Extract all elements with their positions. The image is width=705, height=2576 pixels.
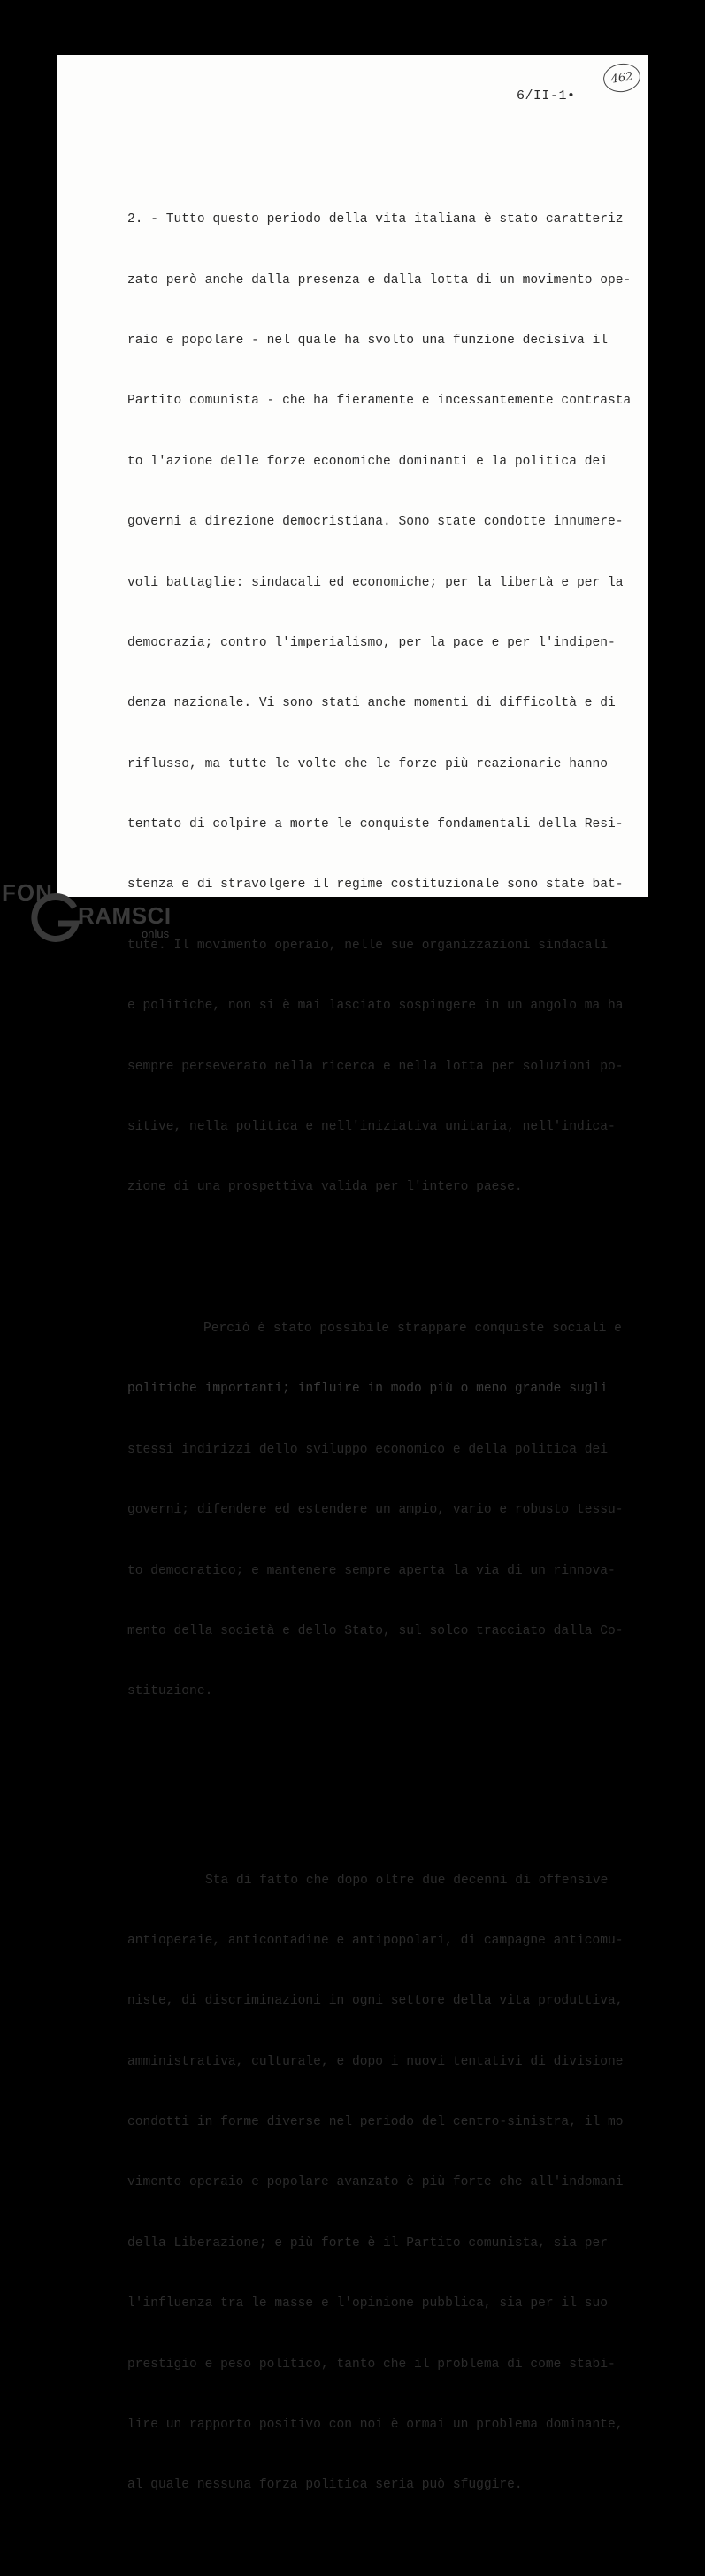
text-line: governi a direzione democristiana. Sono state condotte innumere-	[127, 515, 624, 530]
text-line: sempre perseverato nella ricerca e nella lotta per soluzioni po-	[127, 1059, 624, 1074]
text-line: raio e popolare - nel quale ha svolto una funzione decisiva il	[127, 333, 608, 348]
text-line: voli battaglie: sindacali ed economiche; per la libertà e per la	[127, 575, 624, 590]
fondazione-gramsci-watermark	[0, 876, 212, 955]
paragraph-3	[127, 1830, 623, 2536]
text-line: della Liberazione; e più forte è il Partito comunista, sia per	[127, 2235, 608, 2250]
text-line: governi; difendere ed estendere un ampio, vario e robusto tessu-	[127, 1503, 624, 1518]
paragraph-2	[127, 1278, 623, 1742]
text-line: Sta di fatto che dopo oltre due decenni di offensive	[205, 1873, 609, 1888]
text-line: Partito comunista - che ha fieramente e incessantemente contrasta	[127, 394, 632, 409]
text-line: zione di una prospettiva valida per l'intero paese.	[127, 1180, 523, 1195]
text-line: tentato di colpire a morte le conquiste fondamentali della Resi-	[127, 817, 624, 832]
text-line: vimento operaio e popolare avanzato è più forte che all'indomani	[127, 2175, 624, 2190]
text-line: prestigio e peso politico, tanto che il problema di come stabi-	[127, 2357, 616, 2372]
text-line: niste, di discriminazioni in ogni settore della vita produttiva,	[127, 1994, 624, 2009]
text-line: to democratico; e mantenere sempre aperta la via di un rinnova-	[127, 1563, 616, 1578]
watermark-onlus: onlus	[142, 927, 170, 940]
text-line: amministrativa, culturale, e dopo i nuovi tentativi di divisione	[127, 2054, 624, 2069]
paragraph-1	[127, 170, 632, 1238]
watermark-gramsci: RAMSCI	[78, 902, 172, 929]
text-line: condotti in forme diverse nel periodo del centro-sinistra, il mo	[127, 2115, 624, 2130]
text-line: politiche importanti; influire in modo più o meno grande sugli	[127, 1382, 608, 1397]
page-reference: 6/II-1•	[517, 88, 576, 104]
text-line: Perciò è stato possibile strappare conquiste sociali e	[203, 1322, 622, 1337]
text-line: riflusso, ma tutte le volte che le forze più reazionarie hanno	[127, 756, 608, 771]
text-line: lire un rapporto positivo con noi è ormai un problema dominante,	[127, 2418, 624, 2433]
text-line: e politiche, non si è mai lasciato sospingere in un angolo ma ha	[127, 999, 624, 1014]
text-line: tute. Il movimento operaio, nelle sue organizzazioni sindacali	[127, 938, 608, 953]
text-line: 2. - Tutto questo periodo della vita italiana è stato caratteriz	[127, 212, 624, 227]
text-line: stituzione.	[127, 1684, 213, 1699]
gramsci-g-logo-icon	[28, 892, 83, 947]
watermark-fon: FON	[2, 879, 53, 906]
document-body	[127, 129, 632, 2576]
text-line: democrazia; contro l'imperialismo, per la pace e per l'indipen-	[127, 635, 616, 650]
text-line: mento della società e dello Stato, sul solco tracciato dalla Co-	[127, 1623, 624, 1638]
text-line: denza nazionale. Vi sono stati anche momenti di difficoltà e di	[127, 696, 616, 711]
text-line: sitive, nella politica e nell'iniziativa unitaria, nell'indica-	[127, 1120, 616, 1135]
text-line: to l'azione delle forze economiche dominanti e la politica dei	[127, 454, 608, 469]
text-line: stessi indirizzi dello sviluppo economico e della politica dei	[127, 1442, 608, 1457]
text-line: zato però anche dalla presenza e dalla lotta di un movimento ope-	[127, 272, 632, 288]
text-line: stenza e di stravolgere il regime costituzionale sono state bat-	[127, 878, 624, 893]
folio-stamp: 462	[602, 61, 642, 95]
text-line: al quale nessuna forza politica seria può sfuggire.	[127, 2478, 523, 2493]
text-line: antioperaie, anticontadine e antipopolari, di campagne anticomu-	[127, 1933, 624, 1948]
text-line: l'influenza tra le masse e l'opinione pubblica, sia per il suo	[127, 2296, 608, 2312]
